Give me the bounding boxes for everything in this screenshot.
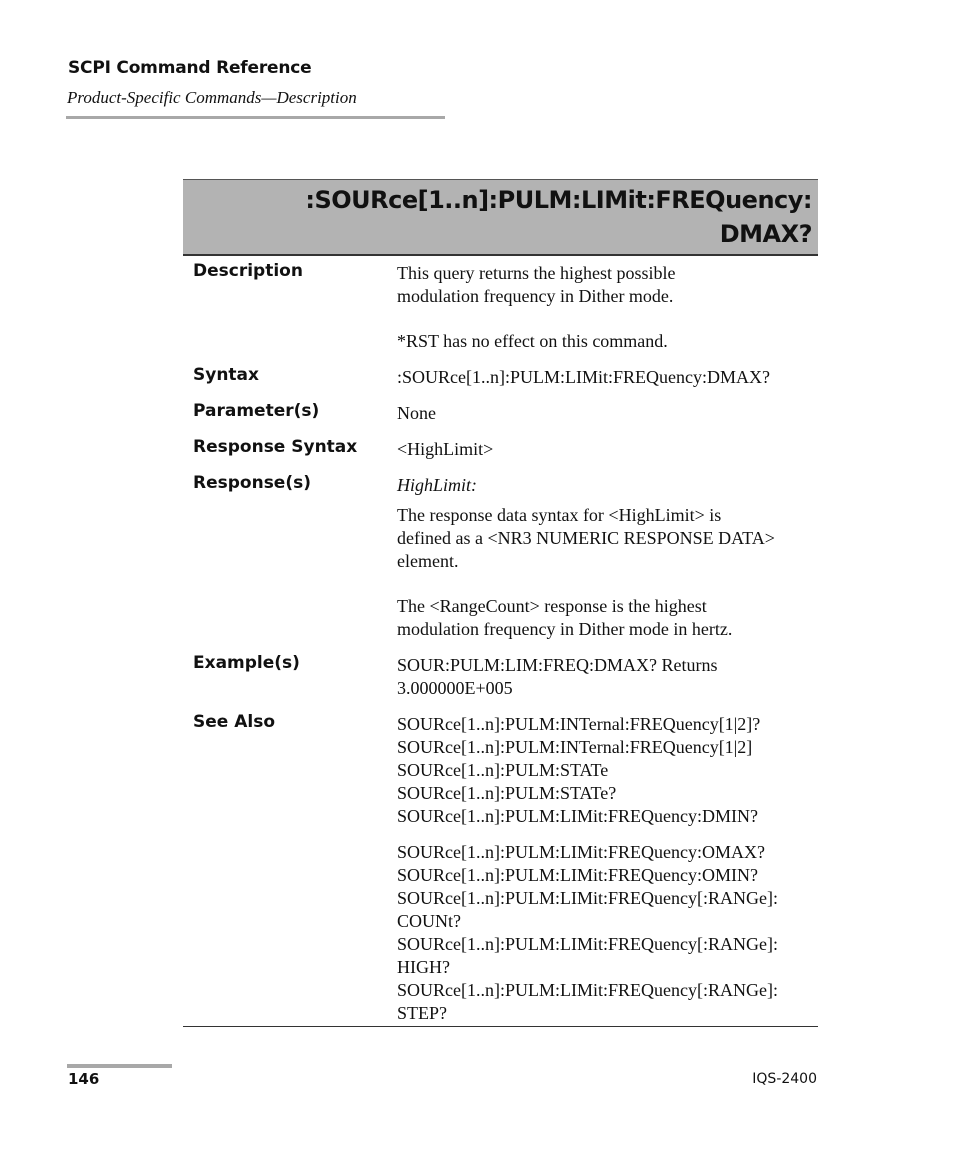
response-syntax-value: <HighLimit> bbox=[397, 439, 494, 459]
response-line: The <RangeCount> response is the highest bbox=[397, 596, 707, 616]
response-name: HighLimit: bbox=[397, 475, 478, 495]
command-heading-box bbox=[183, 179, 818, 256]
responses-value bbox=[397, 474, 817, 641]
see-also-item: SOURce[1..n]:PULM:LIMit:FREQuency:DMIN? bbox=[397, 806, 758, 826]
response-line: modulation frequency in Dither mode in hertz. bbox=[397, 619, 733, 639]
syntax-value: :SOURce[1..n]:PULM:LIMit:FREQuency:DMAX? bbox=[397, 367, 770, 387]
section-subtitle: Product-Specific Commands—Description bbox=[67, 88, 357, 107]
example-line: 3.000000E+005 bbox=[397, 678, 513, 698]
see-also-item: SOURce[1..n]:PULM:INTernal:FREQuency[1|2]? bbox=[397, 714, 761, 734]
product-name: IQS-2400 bbox=[752, 1071, 817, 1087]
command-title-line-2: DMAX? bbox=[719, 220, 812, 248]
parameters-label: Parameter(s) bbox=[193, 401, 320, 421]
table-bottom-rule bbox=[183, 1026, 818, 1027]
example-line: SOUR:PULM:LIM:FREQ:DMAX? Returns bbox=[397, 655, 718, 675]
description-line: *RST has no effect on this command. bbox=[397, 331, 668, 351]
see-also-item: SOURce[1..n]:PULM:LIMit:FREQuency[:RANGe]: bbox=[397, 980, 778, 1000]
see-also-item: SOURce[1..n]:PULM:LIMit:FREQuency[:RANGe]: bbox=[397, 934, 778, 954]
examples-value bbox=[397, 654, 817, 700]
see-also-item: SOURce[1..n]:PULM:LIMit:FREQuency[:RANGe]: bbox=[397, 888, 778, 908]
response-line: element. bbox=[397, 551, 459, 571]
syntax-label: Syntax bbox=[193, 365, 259, 385]
see-also-item: COUNt? bbox=[397, 911, 461, 931]
see-also-item: SOURce[1..n]:PULM:LIMit:FREQuency:OMAX? bbox=[397, 842, 765, 862]
section-title: SCPI Command Reference bbox=[68, 58, 312, 78]
see-also-item: SOURce[1..n]:PULM:STATe bbox=[397, 760, 609, 780]
footer-divider bbox=[67, 1064, 172, 1068]
see-also-item: SOURce[1..n]:PULM:STATe? bbox=[397, 783, 617, 803]
see-also-item: SOURce[1..n]:PULM:INTernal:FREQuency[1|2] bbox=[397, 737, 753, 757]
description-label: Description bbox=[193, 261, 303, 281]
responses-label: Response(s) bbox=[193, 473, 311, 493]
command-title-line-1: :SOURce[1..n]:PULM:LIMit:FREQuency: bbox=[305, 186, 812, 214]
see-also-list bbox=[397, 713, 817, 1025]
see-also-item: SOURce[1..n]:PULM:LIMit:FREQuency:OMIN? bbox=[397, 865, 758, 885]
description-line: modulation frequency in Dither mode. bbox=[397, 286, 674, 306]
see-also-label: See Also bbox=[193, 712, 276, 732]
header-divider bbox=[66, 116, 445, 119]
response-line: defined as a <NR3 NUMERIC RESPONSE DATA> bbox=[397, 528, 775, 548]
page-number: 146 bbox=[68, 1070, 100, 1088]
description-value bbox=[397, 262, 817, 353]
response-line: The response data syntax for <HighLimit> is bbox=[397, 505, 722, 525]
response-syntax-label: Response Syntax bbox=[193, 437, 358, 457]
command-title bbox=[212, 183, 812, 251]
description-line: This query returns the highest possible bbox=[397, 263, 676, 283]
see-also-item: HIGH? bbox=[397, 957, 450, 977]
examples-label: Example(s) bbox=[193, 653, 300, 673]
see-also-item: STEP? bbox=[397, 1003, 448, 1023]
parameters-value: None bbox=[397, 403, 436, 423]
